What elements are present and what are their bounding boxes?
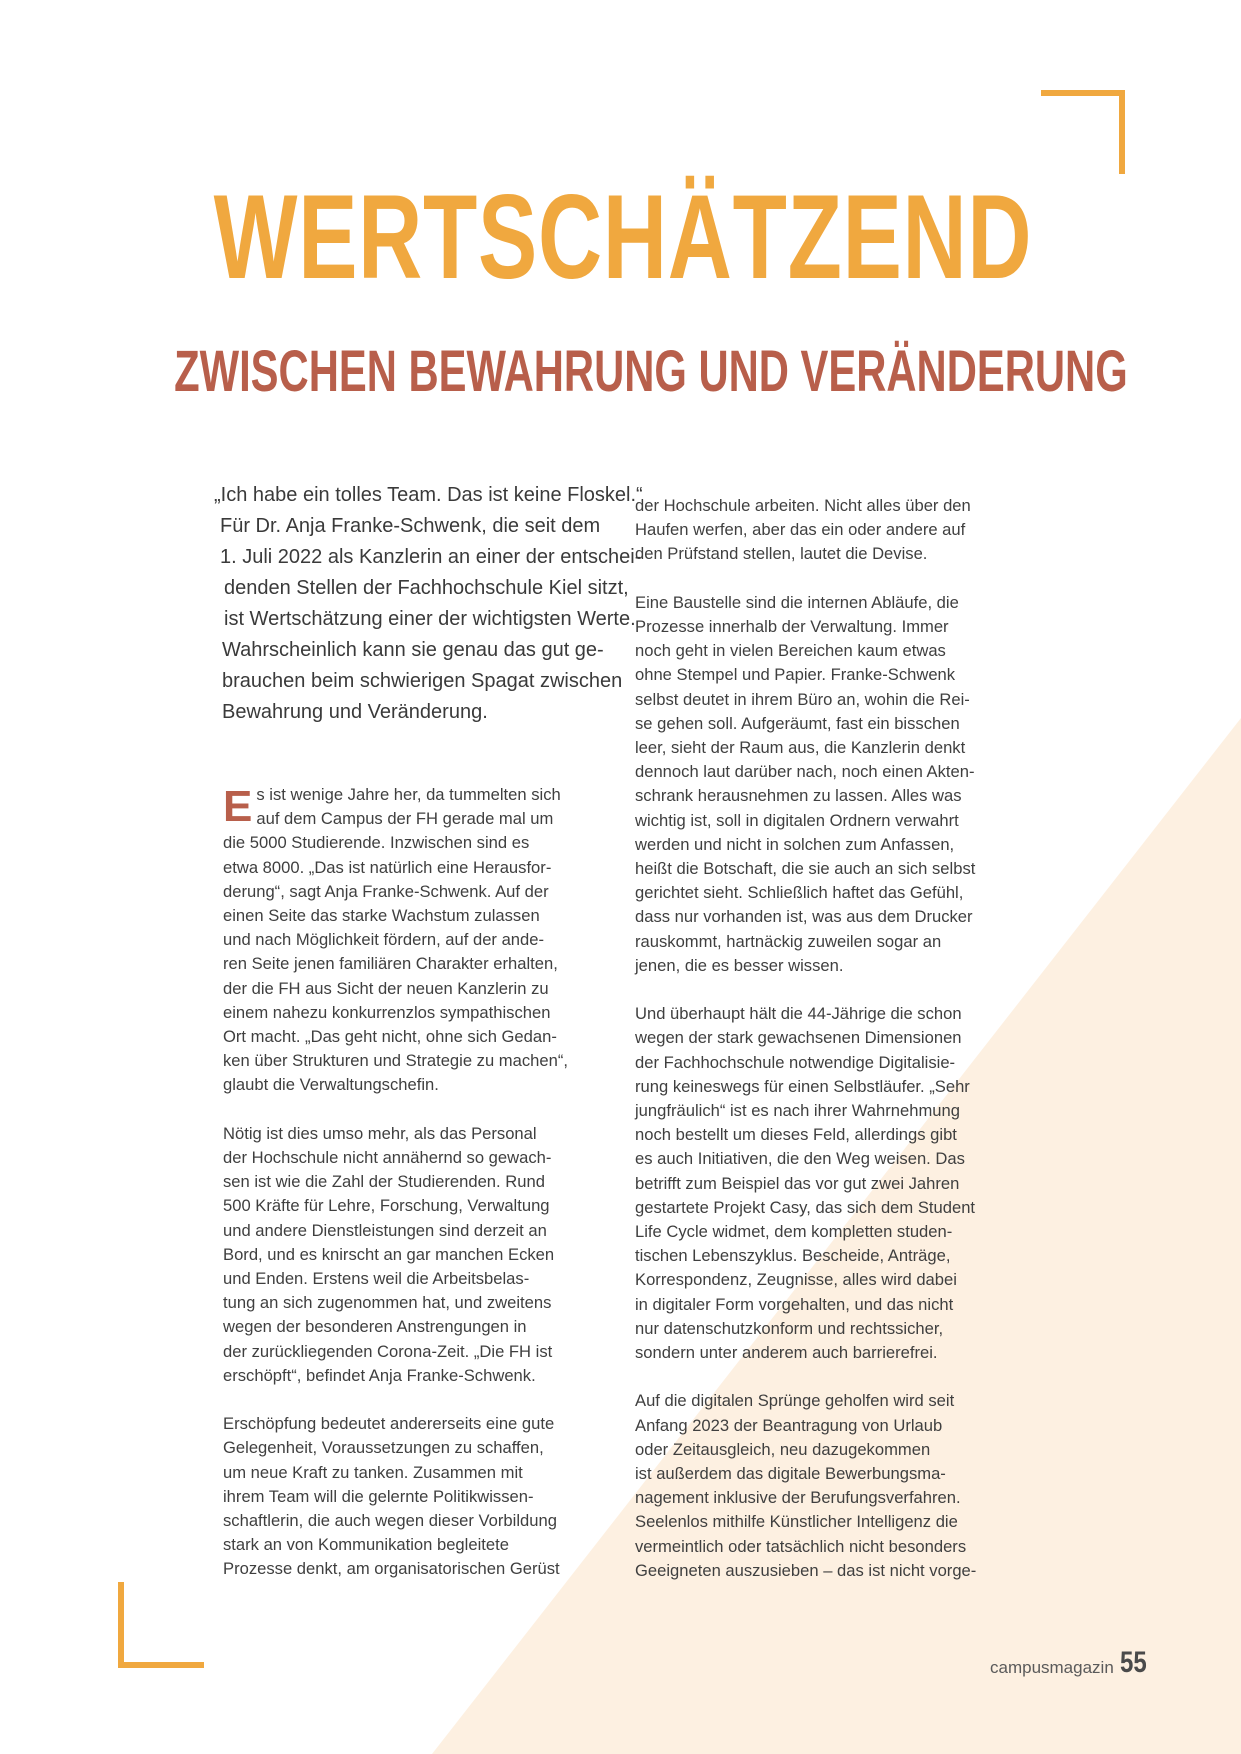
- intro-line: 1. Juli 2022 als Kanzlerin an einer der entschei-: [220, 546, 642, 568]
- intro-line: „Ich habe ein tolles Team. Das ist keine Floskel.“: [214, 484, 643, 506]
- text-line: Bord, und es knirscht an gar manchen Ecken: [223, 1244, 555, 1264]
- text-line: die 5000 Studierende. Inzwischen sind es: [223, 833, 530, 853]
- text-line: se gehen soll. Aufgeräumt, fast ein bisschen: [635, 713, 960, 733]
- text-line: derung“, sagt Anja Franke-Schwenk. Auf der: [223, 881, 549, 901]
- text-line: Nötig ist dies umso mehr, als das Personal: [223, 1123, 537, 1143]
- text-line: stark an von Kommunikation begleitete: [223, 1535, 509, 1555]
- text-line: Haufen werfen, aber das ein oder andere auf: [635, 520, 966, 540]
- text-line: 500 Kräfte für Lehre, Forschung, Verwaltung: [223, 1196, 550, 1216]
- text-line: der Hochschule nicht annähernd so gewach-: [223, 1148, 552, 1168]
- text-line: gestartete Projekt Casy, das sich dem Student: [635, 1197, 976, 1217]
- text-line: heißt die Botschaft, die sie auch an sich selbst: [635, 859, 976, 879]
- text-line: Gelegenheit, Voraussetzungen zu schaffen,: [223, 1438, 544, 1458]
- text-line: noch geht in vielen Bereichen kaum etwas: [635, 641, 946, 661]
- text-line: ren Seite jenen familiären Charakter erhalten,: [223, 954, 558, 974]
- text-line: um neue Kraft zu tanken. Zusammen mit: [223, 1462, 523, 1482]
- text-line: Seelenlos mithilfe Künstlicher Intelligenz die: [635, 1512, 958, 1532]
- text-line: jungfräulich“ ist es nach ihrer Wahrnehmung: [635, 1101, 960, 1121]
- text-line: Auf die digitalen Sprünge geholfen wird seit: [635, 1391, 955, 1411]
- text-line: tischen Lebenszyklus. Bescheide, Anträge,: [635, 1246, 951, 1266]
- text-line: der zurückliegenden Corona-Zeit. „Die FH ist: [223, 1341, 553, 1361]
- text-line: wegen der stark gewachsenen Dimensionen: [635, 1028, 962, 1048]
- page-subtitle: ZWISCHEN BEWAHRUNG UND VERÄNDERUNG: [174, 339, 1128, 404]
- text-line: dass nur vorhanden ist, was aus dem Drucker: [635, 907, 973, 927]
- corner-bracket-bottom-left: [118, 1582, 204, 1668]
- text-line: nagement inklusive der Berufungsverfahren.: [635, 1488, 961, 1508]
- page-title: WERTSCHÄTZEND: [213, 170, 1033, 304]
- text-line: werden und nicht in solchen zum Anfassen,: [635, 834, 955, 854]
- intro-lead: [214, 480, 654, 728]
- text-line: sondern unter anderem auch barrierefrei.: [635, 1343, 938, 1363]
- paragraph: [223, 1412, 605, 1581]
- corner-bracket-top-right: [1041, 90, 1125, 174]
- text-line: rauskommt, hartnäckig zuweilen sogar an: [635, 931, 942, 951]
- intro-line: denden Stellen der Fachhochschule Kiel sitzt,: [224, 577, 629, 599]
- paragraph: [635, 1002, 1017, 1365]
- text-line: Erschöpfung bedeutet andererseits eine gute: [223, 1414, 555, 1434]
- text-line: oder Zeitausgleich, neu dazugekommen: [635, 1439, 931, 1459]
- right-column: [635, 494, 1017, 1583]
- text-line: Prozesse denkt, am organisatorischen Gerüst: [223, 1559, 560, 1579]
- footer-magazine-name: campusmagazin: [990, 1658, 1114, 1677]
- text-line: ken über Strukturen und Strategie zu machen“,: [223, 1051, 568, 1071]
- text-line: sen ist wie die Zahl der Studierenden. Rund: [223, 1172, 545, 1192]
- text-line: und Enden. Erstens weil die Arbeitsbelas-: [223, 1269, 530, 1289]
- text-line: dennoch laut darüber nach, noch einen Akten-: [635, 762, 975, 782]
- text-line: gerichtet sieht. Schließlich haftet das Gefühl,: [635, 883, 964, 903]
- text-line: rung keineswegs für einen Selbstläufer. „Sehr: [635, 1076, 970, 1096]
- text-line: es auch Initiativen, die den Weg weisen. Das: [635, 1149, 965, 1169]
- text-line: leer, sieht der Raum aus, die Kanzlerin denkt: [635, 738, 966, 758]
- text-line: schrank herausnehmen zu lassen. Alles was: [635, 786, 962, 806]
- text-line: schaftlerin, die auch wegen dieser Vorbildung: [223, 1511, 557, 1531]
- text-line: einem nahezu konkurrenzlos sympathischen: [223, 1002, 551, 1022]
- text-line: betrifft zum Beispiel das vor gut zwei Jahren: [635, 1173, 960, 1193]
- intro-line: Bewahrung und Veränderung.: [222, 701, 488, 723]
- text-line: nur datenschutzkonform und rechtssicher,: [635, 1318, 944, 1338]
- text-line: tung an sich zugenommen hat, und zweitens: [223, 1293, 552, 1313]
- page-number: 55: [1120, 1646, 1147, 1679]
- text-line: selbst deutet in ihrem Büro an, wohin die Rei-: [635, 689, 970, 709]
- text-line: jenen, die es besser wissen.: [635, 955, 844, 975]
- text-line: Anfang 2023 der Beantragung von Urlaub: [635, 1415, 943, 1435]
- text-line: auf dem Campus der FH gerade mal um: [256, 809, 554, 829]
- left-column: [223, 783, 605, 1606]
- text-line: einen Seite das starke Wachstum zulassen: [223, 906, 540, 926]
- text-line: Life Cycle widmet, dem kompletten studen-: [635, 1222, 953, 1242]
- text-line: noch bestellt um dieses Feld, allerdings gibt: [635, 1125, 957, 1145]
- intro-line: Wahrscheinlich kann sie genau das gut ge-: [222, 639, 604, 661]
- text-line: etwa 8000. „Das ist natürlich eine Herausfor-: [223, 857, 552, 877]
- text-line: Eine Baustelle sind die internen Abläufe, die: [635, 592, 959, 612]
- text-line: und nach Möglichkeit fördern, auf der ande-: [223, 930, 545, 950]
- text-line: erschöpft“, befindet Anja Franke-Schwenk.: [223, 1365, 536, 1385]
- text-line: vermeintlich oder tatsächlich nicht besonders: [635, 1536, 967, 1556]
- text-line: Korrespondenz, Zeugnisse, alles wird dabei: [635, 1270, 957, 1290]
- intro-line: brauchen beim schwierigen Spagat zwischen: [222, 670, 623, 692]
- text-line: Ort macht. „Das geht nicht, ohne sich Gedan-: [223, 1027, 557, 1047]
- paragraph: [635, 1389, 1017, 1583]
- paragraph: [223, 783, 605, 1098]
- text-line: Und überhaupt hält die 44-Jährige die schon: [635, 1004, 962, 1024]
- text-line: der Fachhochschule notwendige Digitalisie-: [635, 1052, 956, 1072]
- paragraph: [635, 591, 1017, 978]
- intro-line: Für Dr. Anja Franke-Schwenk, die seit dem: [220, 515, 601, 537]
- text-line: wegen der besonderen Anstrengungen in: [223, 1317, 527, 1337]
- text-line: in digitaler Form vorgehalten, und das nicht: [635, 1294, 954, 1314]
- text-line: ihrem Team will die gelernte Politikwissen-: [223, 1486, 534, 1506]
- text-line: glaubt die Verwaltungschefin.: [223, 1075, 439, 1095]
- text-line: Prozesse innerhalb der Verwaltung. Immer: [635, 617, 949, 636]
- text-line: s ist wenige Jahre her, da tummelten sich: [256, 785, 561, 804]
- text-line: den Prüfstand stellen, lautet die Devise.: [635, 544, 928, 564]
- paragraph: [635, 494, 1017, 567]
- drop-cap: E: [223, 782, 253, 831]
- text-line: und andere Dienstleistungen sind derzeit an: [223, 1220, 547, 1240]
- text-line: der die FH aus Sicht der neuen Kanzlerin zu: [223, 978, 549, 998]
- text-line: der Hochschule arbeiten. Nicht alles über den: [635, 496, 971, 515]
- text-line: wichtig ist, soll in digitalen Ordnern verwahrt: [635, 810, 959, 830]
- paragraph: [223, 1122, 605, 1388]
- text-line: ohne Stempel und Papier. Franke-Schwenk: [635, 665, 956, 685]
- intro-line: ist Wertschätzung einer der wichtigsten Werte.: [224, 608, 636, 630]
- text-line: ist außerdem das digitale Bewerbungsma-: [635, 1464, 946, 1484]
- text-line: Geeigneten auszusieben – das ist nicht vorge-: [635, 1560, 977, 1580]
